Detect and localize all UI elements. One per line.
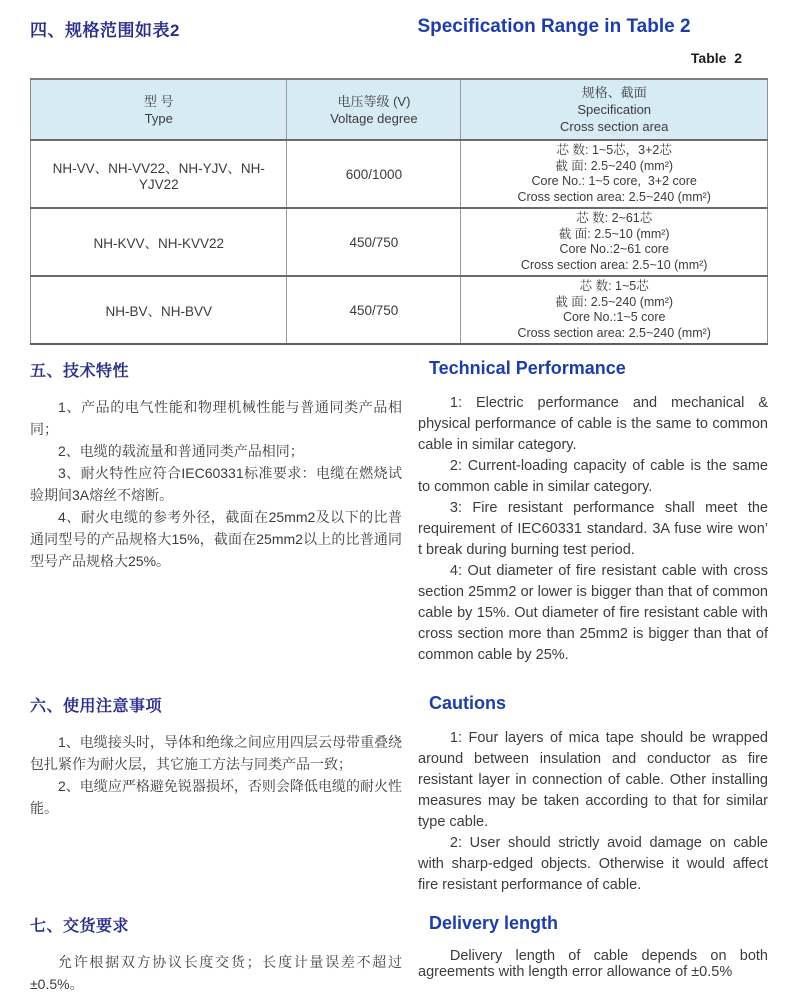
cell-type: NH-VV、NH-VV22、NH-YJV、NH-YJV22 bbox=[31, 140, 287, 208]
spec-line: 芯 数: 1~5芯，3+2芯 bbox=[556, 143, 672, 157]
paragraph: 允许根据双方协议长度交货；长度计量误差不超过±0.5%。 bbox=[30, 954, 402, 992]
spec-line: Cross section area: 2.5~240 (mm²) bbox=[517, 325, 711, 340]
delivery-zh-column bbox=[30, 913, 402, 995]
delivery-en-column bbox=[418, 913, 768, 995]
spec-line: Core No.:1~5 core bbox=[562, 310, 666, 324]
cell-voltage: 600/1000 bbox=[287, 140, 461, 208]
cell-spec bbox=[461, 140, 768, 208]
column-header-voltage-zh: 电压等级 (V) bbox=[337, 93, 411, 109]
paragraph: 4、耐火电缆的参考外径，截面在25mm2及以下的比普通同型号的产品规格大15%，截面在25mm2以上的比普通同型号产品规格大25%。 bbox=[30, 509, 402, 569]
column-header-voltage bbox=[287, 79, 461, 140]
section-cautions bbox=[30, 693, 768, 896]
section-technical-performance bbox=[30, 358, 768, 666]
spec-line: Cross section area: 2.5~10 (mm²) bbox=[520, 257, 708, 272]
paragraph: 2、电缆的载流量和普通同类产品相同； bbox=[58, 443, 304, 459]
paragraph: 3: Fire resistant performance shall meet the requirement of IEC60331 standard. 3A fuse wire won’ t break during burning test period. bbox=[418, 500, 768, 558]
column-header-voltage-en: Voltage degree bbox=[330, 110, 418, 126]
spec-line: 截 面: 2.5~240 (mm²) bbox=[555, 294, 674, 309]
column-header-spec-zh: 规格、截面 bbox=[581, 85, 647, 100]
cell-type: NH-BV、NH-BVV bbox=[105, 304, 212, 319]
paragraph: Delivery length of cable depends on both agreements with length error allowance of ±0.5% bbox=[418, 948, 768, 980]
technical-performance-en-column bbox=[418, 358, 768, 666]
cautions-zh-column bbox=[30, 693, 402, 896]
spec-line: 截 面: 2.5~240 (mm²) bbox=[555, 158, 674, 173]
section5-heading-en: Technical Performance bbox=[429, 358, 626, 378]
table-caption: Table 2 bbox=[690, 50, 742, 66]
spec-line: 截 面: 2.5~10 (mm²) bbox=[558, 226, 670, 241]
spec-line: Core No.: 1~5 core, 3+2 core bbox=[531, 174, 697, 188]
column-header-spec-en: Specification bbox=[577, 102, 652, 117]
paragraph: 3、耐火特性应符合IEC60331标准要求：电缆在燃烧试验期间3A熔丝不熔断。 bbox=[30, 465, 402, 503]
section6-heading-en: Cautions bbox=[429, 693, 507, 713]
section4-title-en: Specification Range in Table 2 bbox=[417, 16, 691, 37]
paragraph: 1、电缆接头时，导体和绝缘之间应用四层云母带重叠绕包扎紧作为耐火层，其它施工方法与同类产品一致； bbox=[30, 734, 402, 772]
paragraph: 1: Electric performance and mechanical & physical performance of cable is the same to common cable in similar category. bbox=[418, 395, 768, 453]
paragraph: 2: User should strictly avoid damage on cable with sharp-edged objects. Otherwise it would affect fire resistant performance of cable. bbox=[418, 835, 768, 893]
section5-heading-zh: 五、技术特性 bbox=[30, 363, 130, 380]
section7-heading-en: Delivery length bbox=[429, 913, 559, 933]
cell-voltage: 450/750 bbox=[287, 208, 461, 276]
spec-line: Core No.:2~61 core bbox=[559, 242, 669, 256]
section7-heading-zh: 七、交货要求 bbox=[30, 918, 130, 935]
paragraph: 1、产品的电气性能和物理机械性能与普通同类产品相同； bbox=[30, 399, 402, 437]
cell-spec bbox=[461, 208, 768, 276]
paragraph: 1: Four layers of mica tape should be wrapped around between insulation and conductor as fire resistant layer in connection of cable. Other installing measures may be taken according to that for similar type cable. bbox=[418, 730, 768, 830]
spec-line: Cross section area: 2.5~240 (mm²) bbox=[517, 189, 711, 204]
page-header bbox=[30, 16, 768, 41]
paragraph: 2、电缆应严格避免锐器损坏，否则会降低电缆的耐火性能。 bbox=[30, 778, 402, 816]
paragraph: 4: Out diameter of fire resistant cable with cross section 25mm2 or lower is bigger than that of common cable by 15%. Out diameter of fire resistant cable with cross section more than 25mm2 is bigger than that of common cable by 25%. bbox=[418, 563, 768, 663]
table-row bbox=[31, 276, 768, 344]
section6-heading-zh: 六、使用注意事项 bbox=[30, 698, 163, 715]
table-row bbox=[31, 208, 768, 276]
column-header-spec-en2: Cross section area bbox=[560, 119, 669, 134]
paragraph: 2: Current-loading capacity of cable is the same to common cable in similar category. bbox=[418, 458, 768, 495]
cautions-en-column bbox=[418, 693, 768, 896]
table-row bbox=[31, 140, 768, 208]
table-header-row bbox=[31, 79, 768, 140]
section-delivery-length bbox=[30, 913, 768, 995]
spec-line: 芯 数: 2~61芯 bbox=[576, 211, 653, 225]
spec-line: 芯 数: 1~5芯 bbox=[579, 279, 649, 293]
column-header-spec bbox=[461, 79, 768, 140]
specification-table bbox=[30, 78, 768, 345]
section4-title-zh: 四、规格范围如表2 bbox=[30, 21, 180, 40]
cell-spec bbox=[461, 276, 768, 344]
column-header-type-zh: 型 号 bbox=[143, 93, 174, 109]
column-header-type-en: Type bbox=[144, 110, 173, 126]
column-header-type bbox=[31, 79, 287, 140]
technical-performance-zh-column bbox=[30, 358, 402, 666]
cell-type: NH-KVV、NH-KVV22 bbox=[31, 208, 287, 276]
cell-voltage: 450/750 bbox=[287, 276, 461, 344]
